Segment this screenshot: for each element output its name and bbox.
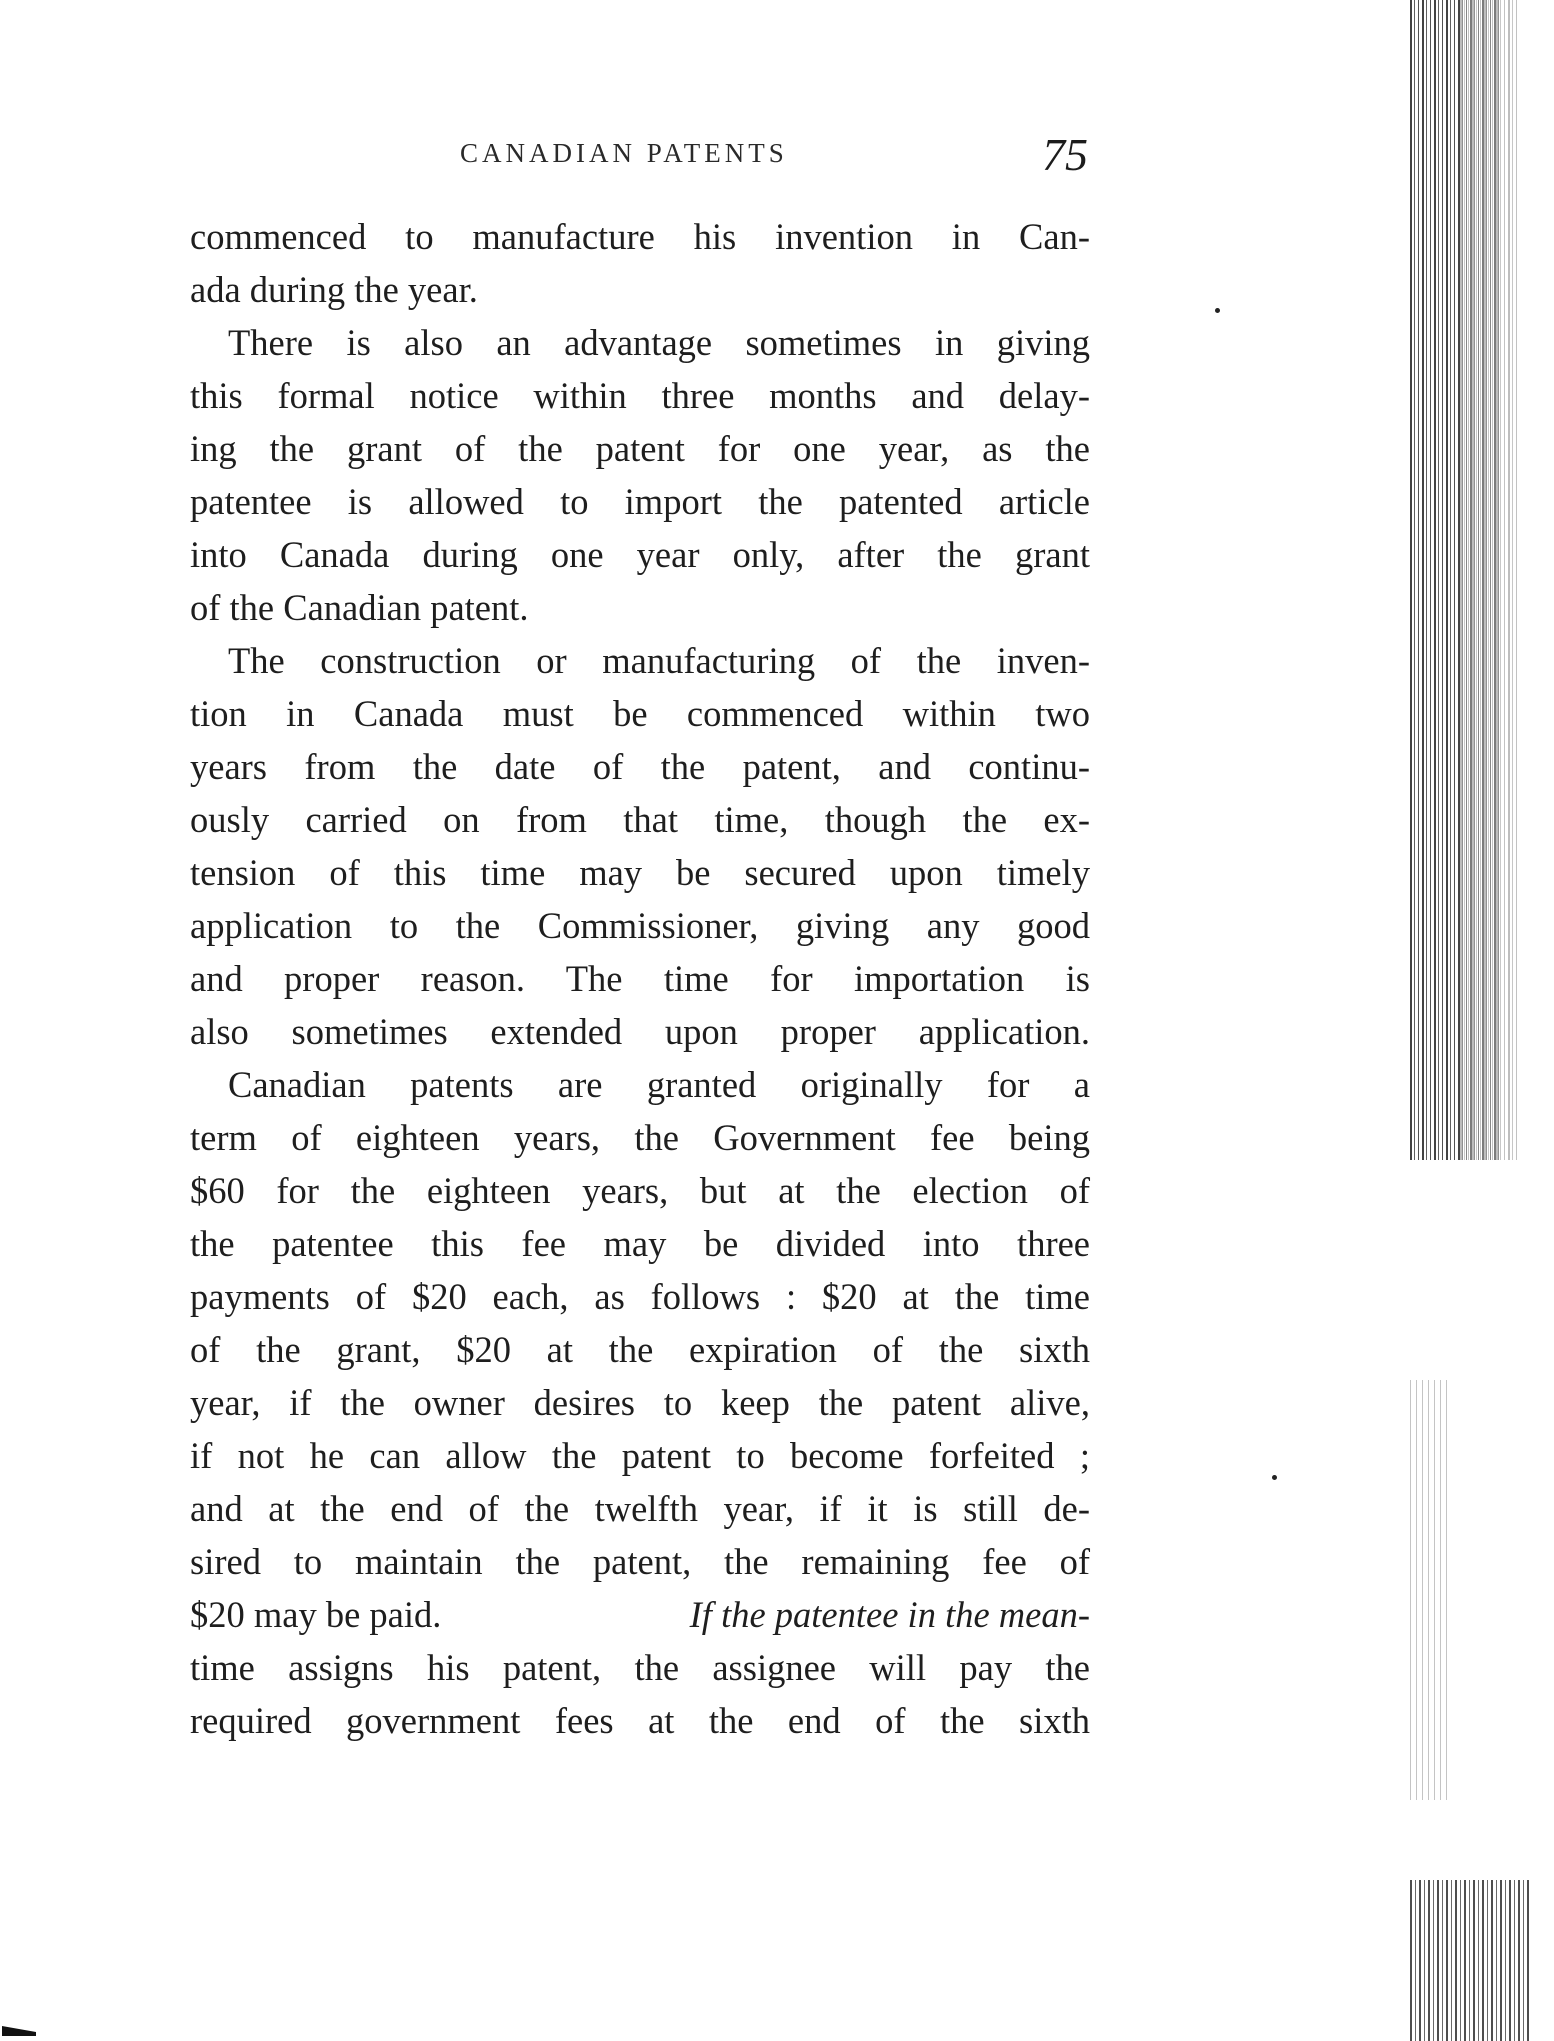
text-line: ously carried on from that time, though the ex- [190, 799, 1090, 840]
text-line-mixed [190, 1588, 1090, 1641]
text-line: sired to maintain the patent, the remaining fee of [190, 1541, 1090, 1582]
text-line: year, if the owner desires to keep the patent alive, [190, 1382, 1090, 1423]
text-line: years from the date of the patent, and continu- [190, 746, 1090, 787]
text-line: There is also an advantage sometimes in giving [228, 322, 1090, 363]
scan-edge-artifact-faint [1460, 0, 1520, 1160]
text-line: application to the Commissioner, giving any good [190, 905, 1090, 946]
text-line: also sometimes extended upon proper application. [190, 1011, 1090, 1052]
text-line: required government fees at the end of the sixth [190, 1700, 1090, 1741]
scan-speck [1215, 308, 1220, 313]
text-line: of the grant, $20 at the expiration of the sixth [190, 1329, 1090, 1370]
text-line: and at the end of the twelfth year, if it is still de- [190, 1488, 1090, 1529]
text-segment: $20 may be paid. [190, 1594, 442, 1635]
text-line: into Canada during one year only, after the grant [190, 534, 1090, 575]
text-line: tension of this time may be secured upon timely [190, 852, 1090, 893]
text-line: $60 for the eighteen years, but at the election of [190, 1170, 1090, 1211]
text-line: ada during the year. [190, 269, 478, 310]
text-line: of the Canadian patent. [190, 587, 529, 628]
text-line: payments of $20 each, as follows : $20 at the time [190, 1276, 1090, 1317]
text-line: time assigns his patent, the assignee will pay the [190, 1647, 1090, 1688]
text-line: tion in Canada must be commenced within two [190, 693, 1090, 734]
text-line: Canadian patents are granted originally for a [228, 1064, 1090, 1105]
text-line: ing the grant of the patent for one year, as the [190, 428, 1090, 469]
text-line: patentee is allowed to import the patented article [190, 481, 1090, 522]
text-line: the patentee this fee may be divided into three [190, 1223, 1090, 1264]
text-line: The construction or manufacturing of the inven- [228, 640, 1090, 681]
text-line: term of eighteen years, the Government fee being [190, 1117, 1090, 1158]
scan-edge-artifact-mid [1410, 1380, 1450, 1800]
scan-speck [1272, 1475, 1277, 1480]
scan-edge-artifact-bottom [1410, 1880, 1530, 2041]
text-line: if not he can allow the patent to become forfeited ; [190, 1435, 1090, 1476]
text-line: and proper reason. The time for importation is [190, 958, 1090, 999]
text-segment-italic: If the patentee in the mean- [689, 1594, 1090, 1635]
scan-corner-mark [2, 2026, 36, 2036]
page-number: 75 [1042, 129, 1088, 180]
running-title: CANADIAN PATENTS [460, 138, 788, 168]
body-text [190, 210, 1090, 1747]
running-head [190, 128, 1090, 198]
text-line: this formal notice within three months and delay- [190, 375, 1090, 416]
text-line: commenced to manufacture his invention in Can- [190, 216, 1090, 257]
